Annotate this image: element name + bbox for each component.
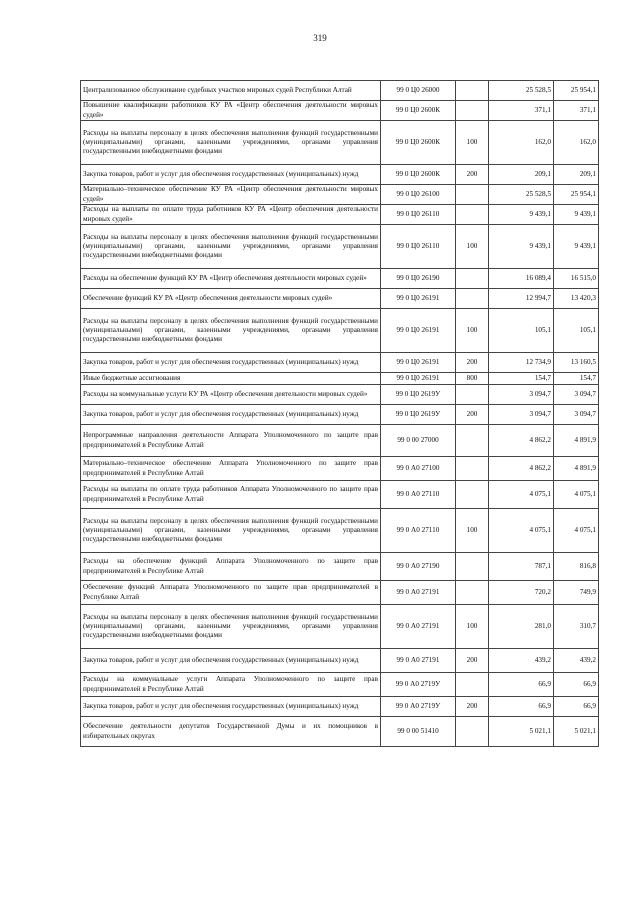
target-code-cell: 99 0 Ц0 26191 [381, 309, 456, 353]
amount-year2-cell: 3 094,7 [554, 385, 599, 405]
expense-name-cell: Обеспечение функций Аппарата Уполномоченного по защите прав предпринимателей в Республике Алтай [81, 581, 381, 605]
amount-year1-cell: 5 021,1 [489, 717, 554, 747]
expense-name-cell: Закупка товаров, работ и услуг для обеспечения государственных (муниципальных) нужд [81, 353, 381, 373]
expense-name-cell: Расходы на выплаты персоналу в целях обеспечения выполнения функций государственными (муниципальными) органами, казенными учреждениями, органами управления государственными внебюджетными фондами [81, 509, 381, 553]
table-row [81, 385, 599, 405]
amount-year1-cell: 209,1 [489, 165, 554, 185]
target-code-cell: 99 0 Ц0 26191 [381, 373, 456, 385]
amount-year1-cell: 9 439,1 [489, 205, 554, 225]
table-row [81, 673, 599, 697]
expense-name-cell: Закупка товаров, работ и услуг для обеспечения государственных (муниципальных) нужд [81, 697, 381, 717]
expense-name-cell: Повышение квалификации работников КУ РА «Центр обеспечения деятельности мировых судей» [81, 101, 381, 121]
table-row [81, 457, 599, 481]
amount-year2-cell: 4 891,9 [554, 425, 599, 457]
target-code-cell: 99 0 Ц0 2600К [381, 101, 456, 121]
amount-year2-cell: 5 021,1 [554, 717, 599, 747]
expense-name-cell: Расходы на коммунальные услуги Аппарата Уполномоченного по защите прав предпринимателей в Республике Алтай [81, 673, 381, 697]
amount-year2-cell: 105,1 [554, 309, 599, 353]
table-row [81, 309, 599, 353]
amount-year1-cell: 105,1 [489, 309, 554, 353]
target-code-cell: 99 0 А0 27100 [381, 457, 456, 481]
amount-year2-cell: 4 075,1 [554, 509, 599, 553]
amount-year1-cell: 25 528,5 [489, 185, 554, 205]
expense-type-cell: 200 [456, 165, 489, 185]
table-row [81, 581, 599, 605]
table-row [81, 205, 599, 225]
expense-type-cell: 100 [456, 309, 489, 353]
target-code-cell: 99 0 Ц0 26110 [381, 225, 456, 269]
expense-name-cell: Расходы на коммунальные услуги КУ РА «Центр обеспечения деятельности мировых судей» [81, 385, 381, 405]
amount-year2-cell: 3 094,7 [554, 405, 599, 425]
expense-type-cell [456, 385, 489, 405]
expense-name-cell: Расходы на выплаты персоналу в целях обеспечения выполнения функций государственными (муниципальными) органами, казенными учреждениями, органами управления государственными внебюджетными фондами [81, 121, 381, 165]
expense-name-cell: Непрограммные направления деятельности Аппарата Уполномоченного по защите прав предпринимателей в Республике Алтай [81, 425, 381, 457]
amount-year1-cell: 66,9 [489, 697, 554, 717]
amount-year1-cell: 4 075,1 [489, 509, 554, 553]
expense-type-cell: 200 [456, 649, 489, 673]
amount-year1-cell: 4 075,1 [489, 481, 554, 509]
amount-year2-cell: 371,1 [554, 101, 599, 121]
amount-year2-cell: 9 439,1 [554, 225, 599, 269]
amount-year1-cell: 154,7 [489, 373, 554, 385]
amount-year2-cell: 4 891,9 [554, 457, 599, 481]
expense-type-cell [456, 101, 489, 121]
target-code-cell: 99 0 А0 27110 [381, 481, 456, 509]
table-row [81, 101, 599, 121]
expense-name-cell: Расходы на выплаты персоналу в целях обеспечения выполнения функций государственными (муниципальными) органами, казенными учреждениями, органами управления государственными внебюджетными фондами [81, 225, 381, 269]
expense-name-cell: Закупка товаров, работ и услуг для обеспечения государственных (муниципальных) нужд [81, 649, 381, 673]
target-code-cell: 99 0 Ц0 26110 [381, 205, 456, 225]
target-code-cell: 99 0 00 51410 [381, 717, 456, 747]
expense-name-cell: Закупка товаров, работ и услуг для обеспечения государственных (муниципальных) нужд [81, 165, 381, 185]
amount-year2-cell: 209,1 [554, 165, 599, 185]
expense-type-cell [456, 553, 489, 581]
expense-type-cell [456, 425, 489, 457]
target-code-cell: 99 0 Ц0 26191 [381, 353, 456, 373]
table-row [81, 81, 599, 101]
target-code-cell: 99 0 Ц0 26190 [381, 269, 456, 289]
page-number: 319 [313, 33, 327, 43]
table-row [81, 717, 599, 747]
target-code-cell: 99 0 А0 2719У [381, 697, 456, 717]
target-code-cell: 99 0 А0 27191 [381, 649, 456, 673]
expense-type-cell [456, 717, 489, 747]
expense-type-cell: 800 [456, 373, 489, 385]
amount-year1-cell: 439,2 [489, 649, 554, 673]
amount-year2-cell: 439,2 [554, 649, 599, 673]
table-row [81, 185, 599, 205]
table-row [81, 353, 599, 373]
expense-type-cell: 100 [456, 509, 489, 553]
target-code-cell: 99 0 А0 27110 [381, 509, 456, 553]
amount-year1-cell: 162,0 [489, 121, 554, 165]
expense-type-cell [456, 673, 489, 697]
expense-type-cell [456, 269, 489, 289]
expense-type-cell [456, 81, 489, 101]
target-code-cell: 99 0 Ц0 2619У [381, 405, 456, 425]
expense-name-cell: Обеспечение деятельности депутатов Государственной Думы и их помощников в избирательных округах [81, 717, 381, 747]
expense-name-cell: Расходы на выплаты по оплате труда работников Аппарата Уполномоченного по защите прав предпринимателей в Республике Алтай [81, 481, 381, 509]
target-code-cell: 99 0 А0 27190 [381, 553, 456, 581]
expense-type-cell [456, 481, 489, 509]
expense-type-cell: 100 [456, 121, 489, 165]
amount-year2-cell: 25 954,1 [554, 185, 599, 205]
target-code-cell: 99 0 А0 2719У [381, 673, 456, 697]
expense-name-cell: Иные бюджетные ассигнования [81, 373, 381, 385]
expense-name-cell: Расходы на выплаты персоналу в целях обеспечения выполнения функций государственными (муниципальными) органами, казенными учреждениями, органами управления государственными внебюджетными фондами [81, 605, 381, 649]
target-code-cell: 99 0 Ц0 2600К [381, 165, 456, 185]
amount-year1-cell: 9 439,1 [489, 225, 554, 269]
expense-name-cell: Материально–техническое обеспечение Аппарата Уполномоченного по защите прав предпринимателей в Республике Алтай [81, 457, 381, 481]
table-row [81, 649, 599, 673]
table-row [81, 605, 599, 649]
expense-name-cell: Централизованное обслуживание судебных участков мировых судей Республики Алтай [81, 81, 381, 101]
expense-type-cell: 100 [456, 225, 489, 269]
table-row [81, 509, 599, 553]
table-row [81, 269, 599, 289]
expense-type-cell [456, 289, 489, 309]
amount-year1-cell: 787,1 [489, 553, 554, 581]
expense-name-cell: Расходы на выплаты по оплате труда работников КУ РА «Центр обеспечения деятельности мировых судей» [81, 205, 381, 225]
amount-year1-cell: 720,2 [489, 581, 554, 605]
expense-name-cell: Расходы на выплаты персоналу в целях обеспечения выполнения функций государственными (муниципальными) органами, казенными учреждениями, органами управления государственными внебюджетными фондами [81, 309, 381, 353]
amount-year1-cell: 12 994,7 [489, 289, 554, 309]
expense-type-cell [456, 457, 489, 481]
table-row [81, 553, 599, 581]
amount-year2-cell: 13 160,5 [554, 353, 599, 373]
expense-name-cell: Материально–техническое обеспечение КУ РА «Центр обеспечения деятельности мировых судей» [81, 185, 381, 205]
amount-year1-cell: 12 734,9 [489, 353, 554, 373]
amount-year2-cell: 13 420,3 [554, 289, 599, 309]
target-code-cell: 99 0 Ц0 2619У [381, 385, 456, 405]
amount-year1-cell: 16 089,4 [489, 269, 554, 289]
target-code-cell: 99 0 00 27000 [381, 425, 456, 457]
amount-year1-cell: 66,9 [489, 673, 554, 697]
amount-year2-cell: 310,7 [554, 605, 599, 649]
amount-year2-cell: 16 515,0 [554, 269, 599, 289]
table-row [81, 373, 599, 385]
table-row [81, 405, 599, 425]
amount-year1-cell: 25 528,5 [489, 81, 554, 101]
amount-year2-cell: 66,9 [554, 673, 599, 697]
expense-type-cell: 200 [456, 353, 489, 373]
expense-name-cell: Обеспечение функций КУ РА «Центр обеспечения деятельности мировых судей» [81, 289, 381, 309]
target-code-cell: 99 0 Ц0 26191 [381, 289, 456, 309]
amount-year1-cell: 4 862,2 [489, 425, 554, 457]
amount-year2-cell: 25 954,1 [554, 81, 599, 101]
expense-type-cell [456, 185, 489, 205]
target-code-cell: 99 0 А0 27191 [381, 581, 456, 605]
table-row [81, 425, 599, 457]
expense-type-cell: 200 [456, 697, 489, 717]
table-row [81, 289, 599, 309]
target-code-cell: 99 0 Ц0 2600К [381, 121, 456, 165]
target-code-cell: 99 0 Ц0 26100 [381, 185, 456, 205]
amount-year1-cell: 4 862,2 [489, 457, 554, 481]
target-code-cell: 99 0 А0 27191 [381, 605, 456, 649]
amount-year2-cell: 9 439,1 [554, 205, 599, 225]
amount-year2-cell: 66,9 [554, 697, 599, 717]
expense-name-cell: Расходы на обеспечение функций КУ РА «Центр обеспечения деятельности мировых судей» [81, 269, 381, 289]
table-row [81, 225, 599, 269]
table-row [81, 121, 599, 165]
amount-year2-cell: 4 075,1 [554, 481, 599, 509]
expense-name-cell: Закупка товаров, работ и услуг для обеспечения государственных (муниципальных) нужд [81, 405, 381, 425]
amount-year1-cell: 371,1 [489, 101, 554, 121]
expense-type-cell [456, 581, 489, 605]
target-code-cell: 99 0 Ц0 26000 [381, 81, 456, 101]
expense-name-cell: Расходы на обеспечение функций Аппарата Уполномоченного по защите прав предпринимателей в Республике Алтай [81, 553, 381, 581]
amount-year1-cell: 3 094,7 [489, 385, 554, 405]
amount-year2-cell: 162,0 [554, 121, 599, 165]
expense-type-cell: 200 [456, 405, 489, 425]
budget-table [80, 80, 599, 747]
table-row [81, 481, 599, 509]
table-row [81, 697, 599, 717]
budget-table-body [81, 81, 599, 747]
amount-year1-cell: 281,0 [489, 605, 554, 649]
amount-year1-cell: 3 094,7 [489, 405, 554, 425]
expense-type-cell: 100 [456, 605, 489, 649]
amount-year2-cell: 749,9 [554, 581, 599, 605]
amount-year2-cell: 816,8 [554, 553, 599, 581]
amount-year2-cell: 154,7 [554, 373, 599, 385]
expense-type-cell [456, 205, 489, 225]
table-row [81, 165, 599, 185]
